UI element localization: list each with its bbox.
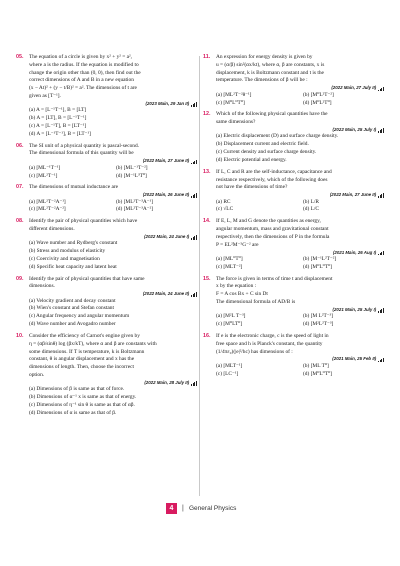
exam-reference-text: (2021 Main, 26 Aug I)	[332, 249, 377, 255]
question-number: 07.	[16, 184, 24, 191]
answer-option[interactable]: (c) [MLT⁻²]	[216, 263, 243, 270]
answer-option[interactable]: (b) [M⁻¹L²T⁻²]	[303, 255, 337, 262]
question	[203, 111, 386, 164]
question-text: Which of the following physical quantities have the	[216, 111, 328, 118]
answer-option[interactable]: (d) [M⁰L²T⁰]	[303, 99, 332, 106]
question-text: An expression for energy density is given by	[216, 54, 313, 60]
answer-option[interactable]: (a) Velocity gradient and decay constant	[29, 297, 116, 304]
answer-option[interactable]: (c) [ML²T⁻¹]	[29, 172, 58, 179]
question-text: If e is the electronic charge, c is the speed of light in	[216, 332, 329, 339]
question-number: 16.	[203, 332, 211, 339]
question	[16, 143, 199, 181]
exam-reference-text: (2022 Main, 27 June II)	[329, 192, 377, 198]
question-text: some dimensions. If T is temperature, k is Boltzmann	[29, 348, 145, 355]
answer-option[interactable]: (d) L/C	[303, 206, 320, 213]
exam-reference-text: (2022 Main, 27 July II)	[331, 85, 377, 91]
exam-reference-text: (2022 Main, 24 June I)	[144, 233, 190, 239]
answer-option[interactable]: (d) Wave number and Avogadro number	[29, 321, 116, 328]
answer-option[interactable]: (d) [M⁰L⁰T⁰]	[303, 263, 333, 270]
question-text: F = A cos Bx + C sin Dt	[216, 291, 268, 298]
answer-options	[16, 199, 199, 215]
question-text: (1/4πε₀)(|e|²/hc) has dimensions of :	[216, 348, 293, 355]
question	[203, 333, 386, 379]
answer-option[interactable]: (d) A = [L⁻¹T⁻¹], B = [LT⁻¹]	[29, 130, 91, 137]
question-number: 14.	[203, 218, 211, 225]
question-text: Identify the pair of physical quantities which have	[29, 218, 138, 225]
answer-option[interactable]: (c) [LC⁻¹]	[216, 370, 239, 377]
difficulty-bars-icon	[191, 102, 197, 107]
answer-option[interactable]: (b) Wien's constant and Stefan constant	[29, 305, 114, 312]
question-text: The equation of a circle is given by x² + y² = a²,	[29, 54, 132, 60]
question-text: resistance respectively, which of the following does	[216, 176, 328, 183]
column-divider	[199, 56, 200, 496]
question-text: η = (αβ/sinθ) log (βx/kT), where α and β are constants with	[29, 340, 157, 347]
question-text: Consider the efficiency of Carnot's engine given by	[29, 332, 140, 339]
answer-option[interactable]: (a) [M²L T⁻³]	[216, 313, 246, 320]
answer-option[interactable]: (c) [ML²T⁻²A⁻²]	[29, 206, 66, 213]
question-text: dimensions.	[29, 283, 55, 290]
answer-options	[16, 165, 199, 181]
answer-option[interactable]: (a) [ML⁰T⁰]	[216, 255, 243, 262]
question-text: If E, L, M and G denote the quantities as energy,	[216, 218, 321, 225]
answer-option[interactable]: (d) Specific heat capacity and latent heat	[29, 263, 117, 270]
answer-option[interactable]: (b) [ML²T⁻³A⁻¹]	[116, 198, 154, 205]
question-number: 15.	[203, 275, 211, 282]
answer-option[interactable]: (a) [ML²T⁻²θ⁻¹]	[216, 91, 252, 98]
question-text: The SI unit of a physical quantity is pascal-second.	[29, 142, 140, 149]
question	[203, 276, 386, 329]
difficulty-bars-icon	[378, 250, 384, 255]
question-text: dimensions of length. Then, choose the incorrect	[29, 364, 134, 371]
page-footer	[0, 503, 400, 515]
answer-options	[203, 256, 386, 272]
question-text: not have the dimensions of time?	[216, 184, 288, 191]
question-text: The dimensional formula of this quantity will be	[29, 150, 134, 157]
question-text: option.	[29, 372, 45, 379]
answer-option[interactable]: (a) Dimensions of β is same as that of force.	[29, 386, 125, 393]
answer-option[interactable]: (c) √LC	[216, 206, 234, 213]
answer-option[interactable]: (c) [M⁰LT⁰]	[216, 321, 243, 328]
question	[16, 184, 199, 214]
answer-options	[203, 199, 386, 215]
difficulty-bars-icon	[191, 381, 197, 386]
difficulty-bars-icon	[191, 193, 197, 198]
answer-options	[203, 313, 386, 329]
question-number: 08.	[16, 218, 24, 225]
footer-separator: |	[182, 505, 184, 512]
answer-option[interactable]: (a) A = [L⁻¹T⁻¹], B = [LT]	[29, 107, 87, 114]
answer-option[interactable]: (d) [M⁰L⁰T⁰]	[303, 370, 333, 377]
exam-reference-text: (2022 Main, 26 June II)	[142, 192, 190, 198]
question-text: where a is the radius. If the equation is modified to	[29, 61, 139, 68]
exam-reference-text: (2023 Main, 29 Jan II)	[145, 100, 190, 106]
answer-option[interactable]: (b) [M⁰L²T⁻²]	[303, 91, 334, 98]
difficulty-bars-icon	[378, 193, 384, 198]
answer-option[interactable]: (b) Stress and modulus of elasticity	[29, 248, 106, 255]
question-text: angular momentum, mass and gravitational constant	[216, 226, 329, 233]
question-text: free space and h is Planck's constant, the quantity	[216, 340, 323, 347]
answer-option[interactable]: (b) [M L²T⁻³]	[303, 313, 334, 320]
answer-options	[16, 386, 199, 417]
question-text: temperature. The dimensions of β will be :	[216, 77, 308, 84]
answer-options	[203, 133, 386, 164]
left-column	[16, 54, 199, 422]
right-column	[203, 54, 386, 382]
exam-reference-text: (2021 Main, 25 Feb II)	[332, 356, 377, 362]
question	[16, 54, 199, 139]
question-text: The dimensional formula of AD/B is	[216, 299, 296, 306]
question-text: respectively, then the dimensions of P in the formula	[216, 233, 330, 240]
question-text: same dimensions?	[216, 119, 256, 126]
answer-option[interactable]: (d) Electric potential and energy.	[216, 156, 287, 163]
answer-options	[203, 92, 386, 108]
answer-option[interactable]: (b) Displacement current and electric field.	[216, 141, 309, 148]
answer-option[interactable]: (a) [ML²T⁻²A⁻¹]	[29, 198, 66, 205]
exam-reference-text: (2022 Main, 28 July II)	[144, 379, 190, 385]
answer-option[interactable]: (d) Dimensions of α is same as that of β.	[29, 409, 117, 416]
exam-reference-text: (2021 Main, 25 July I)	[332, 306, 377, 312]
answer-options	[16, 107, 199, 138]
answer-option[interactable]: (a) [MLT⁻¹]	[216, 362, 243, 369]
answer-option[interactable]: (a) Electric displacement (D) and surface charge density.	[216, 133, 339, 140]
footer-title: General Physics	[189, 505, 237, 512]
answer-option[interactable]: (b) [ML⁻¹T⁻²]	[116, 164, 148, 171]
difficulty-bars-icon	[191, 159, 197, 164]
question-text: If L, C and R are the self-inductance, capacitance and	[216, 168, 332, 175]
question	[16, 333, 199, 418]
question-number: 11.	[203, 54, 211, 60]
answer-option[interactable]: (a) Wave number and Rydberg's constant	[29, 240, 118, 247]
question-text: change the origin other than (0, 0), then find out the	[29, 69, 141, 76]
question-text: Identify the pair of physical quantities that have same	[29, 275, 145, 282]
exam-reference-text: (2022 Main, 25 July I)	[332, 127, 377, 132]
question-number: 12.	[203, 111, 211, 118]
page-number: 4	[166, 503, 177, 514]
question-text: The dimensions of mutual inductance are	[29, 184, 119, 191]
answer-option[interactable]: (b) Dimensions of α⁻¹ x is same as that of energy.	[29, 394, 137, 401]
question-text: P = EL²M⁻⁵G⁻² are	[216, 241, 259, 248]
answer-options	[16, 298, 199, 329]
difficulty-bars-icon	[378, 86, 384, 91]
question-number: 05.	[16, 54, 24, 60]
answer-option[interactable]: (c) Current density and surface charge density.	[216, 149, 317, 156]
answer-option[interactable]: (b) [ML T⁰]	[303, 362, 329, 369]
answer-option[interactable]: (a) [ML⁻¹T⁻¹]	[29, 164, 61, 171]
question-text: (x − At)² + (y − t/B)² = a². The dimensions of t are	[29, 85, 137, 92]
question	[203, 218, 386, 271]
question-text: correct dimensions of A and B in a new equation	[29, 77, 134, 84]
exam-reference-text: (2022 Main, 27 June II)	[142, 158, 190, 164]
answer-options	[16, 240, 199, 271]
question-text: x by the equation :	[216, 283, 257, 290]
answer-option[interactable]: (c) Coercivity and magnetisation	[29, 255, 100, 262]
difficulty-bars-icon	[191, 235, 197, 240]
answer-option[interactable]: (a) RC	[216, 198, 231, 205]
answer-option[interactable]: (c) Dimensions of η⁻¹ sin θ is same as that of αβ.	[29, 401, 135, 408]
question	[203, 169, 386, 215]
question-number: 13.	[203, 168, 211, 175]
question-number: 09.	[16, 275, 24, 282]
question	[16, 218, 199, 271]
question-text: u = (α/β) sin²(αx/kt), where α, β are constants, x is	[216, 61, 325, 68]
question-text: The force is given in terms of time t and displacement	[216, 275, 333, 282]
difficulty-bars-icon	[378, 308, 384, 313]
answer-option[interactable]: (c) Angular frequency and angular momentum	[29, 313, 130, 320]
answer-options	[203, 363, 386, 379]
question-text: different dimensions.	[29, 226, 75, 233]
question-number: 06.	[16, 142, 24, 149]
difficulty-bars-icon	[378, 357, 384, 362]
difficulty-bars-icon	[378, 128, 384, 133]
answer-option[interactable]: (d) [M⁻¹L³T⁰]	[116, 172, 147, 179]
answer-option[interactable]: (d) [ML²T⁻³A⁻²]	[116, 206, 154, 213]
question-text: constant, θ is angular displacement and x has the	[29, 356, 135, 363]
answer-option[interactable]: (b) A = [LT], B = [L⁻¹T⁻¹]	[29, 115, 87, 122]
answer-option[interactable]: (b) L/R	[303, 198, 320, 205]
question	[16, 276, 199, 329]
question	[203, 54, 386, 107]
answer-option[interactable]: (d) [M²L²T⁻³]	[303, 321, 334, 328]
exam-reference-text: (2022 Main, 24 June II)	[142, 291, 190, 297]
difficulty-bars-icon	[191, 292, 197, 297]
answer-option[interactable]: (c) A = [L⁻¹T], B = [LT⁻¹]	[29, 123, 87, 129]
question-text: displacement, k is Boltzmann constant and t is the	[216, 69, 324, 76]
question-text: given as [T⁻¹].	[29, 93, 61, 100]
question-number: 10.	[16, 332, 24, 339]
answer-option[interactable]: (c) [M⁰L⁰T⁰]	[216, 99, 245, 106]
